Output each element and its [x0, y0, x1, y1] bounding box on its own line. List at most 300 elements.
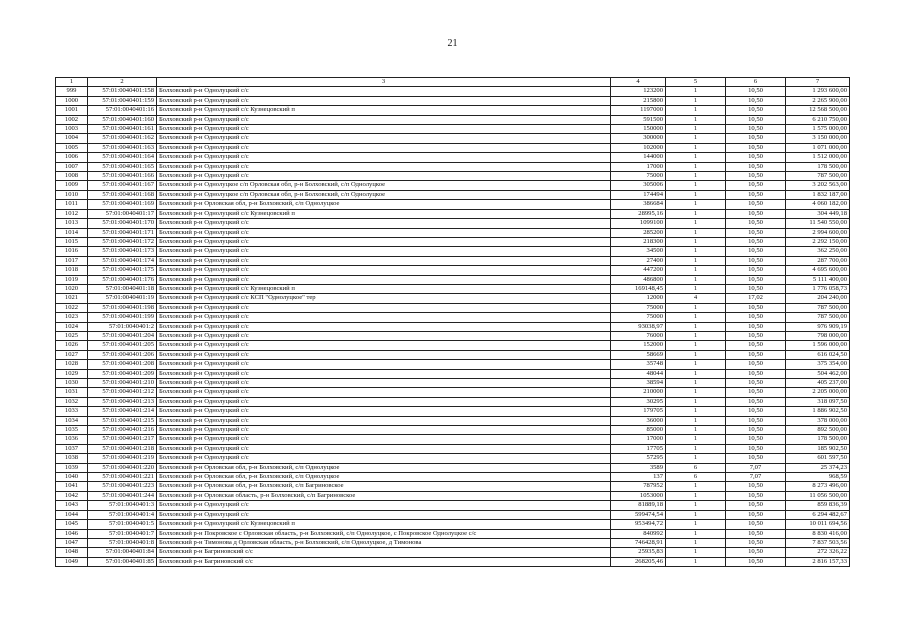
cell-rate: 10,50 — [726, 341, 786, 350]
cell-value: 185 902,50 — [786, 444, 850, 453]
cell-rate: 10,50 — [726, 379, 786, 388]
cell-number: 1027 — [56, 350, 88, 359]
cell-area: 36000 — [611, 416, 666, 425]
cell-area: 17000 — [611, 435, 666, 444]
cell-area: 1099100 — [611, 219, 666, 228]
cell-value: 1 776 058,73 — [786, 284, 850, 293]
cell-address: Болховский р-н Орловская обл, р-н Болховский, с/п Багриновское — [157, 482, 611, 491]
cell-rate: 7,07 — [726, 473, 786, 482]
cell-value: 2 265 900,00 — [786, 96, 850, 105]
cell-number: 1016 — [56, 247, 88, 256]
cell-address: Болховский р-н Однолуцкий с/с — [157, 313, 611, 322]
cell-value: 3 150 000,00 — [786, 134, 850, 143]
cell-number: 1023 — [56, 313, 88, 322]
cell-address: Болховский р-н Однолуцкий с/с — [157, 237, 611, 246]
cell-rate: 10,50 — [726, 266, 786, 275]
cell-rate: 10,50 — [726, 256, 786, 265]
cell-rate: 10,50 — [726, 209, 786, 218]
cell-number: 1032 — [56, 397, 88, 406]
cell-cadastral-number: 57:01:0040401:170 — [88, 219, 157, 228]
cell-address: Болховский р-н Однолуцкий с/с — [157, 96, 611, 105]
table-row — [56, 520, 850, 529]
cell-cadastral-number: 57:01:0040401:165 — [88, 162, 157, 171]
cell-number: 1004 — [56, 134, 88, 143]
cell-number: 1031 — [56, 388, 88, 397]
cell-category: 1 — [666, 275, 726, 284]
cell-cadastral-number: 57:01:0040401:171 — [88, 228, 157, 237]
cell-rate: 10,50 — [726, 435, 786, 444]
cell-number: 1049 — [56, 557, 88, 566]
table-row — [56, 473, 850, 482]
cell-address: Болховский р-н Однолуцкий с/с — [157, 454, 611, 463]
column-header-number: 1 — [56, 78, 88, 87]
cell-area: 35748 — [611, 360, 666, 369]
table-row — [56, 106, 850, 115]
cell-category: 1 — [666, 162, 726, 171]
cell-category: 1 — [666, 125, 726, 134]
cell-area: 152000 — [611, 341, 666, 350]
cell-address: Болховский р-н Однолуцкий с/с — [157, 275, 611, 284]
cell-value: 4 695 600,00 — [786, 266, 850, 275]
cell-cadastral-number: 57:01:0040401:17 — [88, 209, 157, 218]
cell-number: 1043 — [56, 501, 88, 510]
cell-rate: 10,50 — [726, 237, 786, 246]
cell-address: Болховский р-н Однолуцкий с/с Кузнецовский п — [157, 520, 611, 529]
cell-area: 953494,72 — [611, 520, 666, 529]
table-row — [56, 247, 850, 256]
cell-area: 179705 — [611, 407, 666, 416]
table-row — [56, 463, 850, 472]
table-row — [56, 87, 850, 96]
cell-category: 1 — [666, 369, 726, 378]
cell-category: 1 — [666, 200, 726, 209]
cell-cadastral-number: 57:01:0040401:217 — [88, 435, 157, 444]
cell-number: 1048 — [56, 548, 88, 557]
cell-address: Болховский р-н Однолуцкий с/с — [157, 303, 611, 312]
cell-rate: 10,50 — [726, 360, 786, 369]
cell-number: 1022 — [56, 303, 88, 312]
column-header-area: 4 — [611, 78, 666, 87]
cell-category: 1 — [666, 106, 726, 115]
cell-cadastral-number: 57:01:0040401:172 — [88, 237, 157, 246]
cell-value: 859 836,39 — [786, 501, 850, 510]
cell-address: Болховский р-н Однолуцкий с/с — [157, 426, 611, 435]
cell-area: 93038,97 — [611, 322, 666, 331]
cell-number: 1042 — [56, 491, 88, 500]
cell-address: Болховский р-н Однолуцкий с/с — [157, 379, 611, 388]
table-row — [56, 284, 850, 293]
cell-address: Болховский р-н Однолуцкий с/с — [157, 115, 611, 124]
cell-value: 8 830 416,00 — [786, 529, 850, 538]
cell-area: 48044 — [611, 369, 666, 378]
cell-rate: 10,50 — [726, 247, 786, 256]
cell-category: 1 — [666, 529, 726, 538]
table-row — [56, 322, 850, 331]
cell-address: Болховский р-н Орловская обл, р-н Болховский, с/п Однолуцкое — [157, 200, 611, 209]
cell-number: 1035 — [56, 426, 88, 435]
cell-address: Болховский р-н Однолуцкий с/с — [157, 143, 611, 152]
table-row — [56, 190, 850, 199]
cell-rate: 10,50 — [726, 153, 786, 162]
column-header-address: 3 — [157, 78, 611, 87]
cell-number: 1010 — [56, 190, 88, 199]
column-header-value: 7 — [786, 78, 850, 87]
cell-number: 1030 — [56, 379, 88, 388]
table-row — [56, 529, 850, 538]
cell-value: 787 500,00 — [786, 303, 850, 312]
cell-category: 1 — [666, 538, 726, 547]
cell-rate: 10,50 — [726, 219, 786, 228]
cell-address: Болховский р-н Багриновский с/с — [157, 557, 611, 566]
cell-area: 218300 — [611, 237, 666, 246]
cell-number: 1025 — [56, 331, 88, 340]
cell-rate: 10,50 — [726, 557, 786, 566]
cell-cadastral-number: 57:01:0040401:173 — [88, 247, 157, 256]
cell-value: 11 540 550,00 — [786, 219, 850, 228]
cell-category: 1 — [666, 341, 726, 350]
cell-address: Болховский р-н Однолуцкий с/с — [157, 228, 611, 237]
cell-rate: 10,50 — [726, 491, 786, 500]
table-row — [56, 397, 850, 406]
cell-value: 601 597,50 — [786, 454, 850, 463]
cell-cadastral-number: 57:01:0040401:7 — [88, 529, 157, 538]
cell-address: Болховский р-н Однолуцкий с/с — [157, 435, 611, 444]
cell-area: 599474,54 — [611, 510, 666, 519]
cell-category: 1 — [666, 501, 726, 510]
cell-category: 1 — [666, 209, 726, 218]
cell-area: 17000 — [611, 162, 666, 171]
cell-category: 1 — [666, 444, 726, 453]
cell-cadastral-number: 57:01:0040401:8 — [88, 538, 157, 547]
table-row — [56, 538, 850, 547]
cell-cadastral-number: 57:01:0040401:174 — [88, 256, 157, 265]
cell-category: 1 — [666, 247, 726, 256]
cell-area: 3589 — [611, 463, 666, 472]
table-row — [56, 228, 850, 237]
cell-rate: 10,50 — [726, 284, 786, 293]
cell-value: 25 374,23 — [786, 463, 850, 472]
cell-area: 12000 — [611, 294, 666, 303]
cell-address: Болховский р-н Однолуцкий с/с — [157, 219, 611, 228]
cell-number: 1046 — [56, 529, 88, 538]
cell-category: 1 — [666, 87, 726, 96]
cell-number: 1036 — [56, 435, 88, 444]
cell-address: Болховский р-н Однолуцкий с/с — [157, 87, 611, 96]
cell-rate: 10,50 — [726, 96, 786, 105]
cell-number: 1015 — [56, 237, 88, 246]
cell-area: 144000 — [611, 153, 666, 162]
cell-cadastral-number: 57:01:0040401:16 — [88, 106, 157, 115]
column-header-category: 5 — [666, 78, 726, 87]
cell-area: 486800 — [611, 275, 666, 284]
cell-category: 1 — [666, 416, 726, 425]
cell-number: 1011 — [56, 200, 88, 209]
cell-cadastral-number: 57:01:0040401:84 — [88, 548, 157, 557]
cell-value: 1 512 000,00 — [786, 153, 850, 162]
cell-category: 6 — [666, 463, 726, 472]
cell-rate: 10,50 — [726, 520, 786, 529]
cell-cadastral-number: 57:01:0040401:168 — [88, 190, 157, 199]
cell-address: Болховский р-н Однолуцкий с/с — [157, 416, 611, 425]
cell-rate: 10,50 — [726, 162, 786, 171]
table-row — [56, 360, 850, 369]
cell-number: 999 — [56, 87, 88, 96]
cell-cadastral-number: 57:01:0040401:199 — [88, 313, 157, 322]
cell-address: Болховский р-н Однолуцкий с/с — [157, 501, 611, 510]
cell-number: 1041 — [56, 482, 88, 491]
cell-number: 1019 — [56, 275, 88, 284]
cell-rate: 10,50 — [726, 407, 786, 416]
cell-value: 178 500,00 — [786, 162, 850, 171]
cell-cadastral-number: 57:01:0040401:176 — [88, 275, 157, 284]
cell-address: Болховский р-н Однолуцкий с/с — [157, 341, 611, 350]
cell-address: Болховский р-н Орловская обл, р-н Болховский, с/п Однолуцкое — [157, 473, 611, 482]
cell-category: 1 — [666, 482, 726, 491]
cell-area: 102000 — [611, 143, 666, 152]
land-plots-table — [55, 77, 850, 567]
cell-value: 3 202 563,00 — [786, 181, 850, 190]
cell-value: 378 000,00 — [786, 416, 850, 425]
cell-number: 1038 — [56, 454, 88, 463]
cell-cadastral-number: 57:01:0040401:159 — [88, 96, 157, 105]
cell-value: 405 237,00 — [786, 379, 850, 388]
table-row — [56, 501, 850, 510]
cell-address: Болховский р-н Орловская обл, р-н Болховский, с/п Однолуцкое — [157, 463, 611, 472]
cell-rate: 10,50 — [726, 322, 786, 331]
table-row — [56, 172, 850, 181]
cell-address: Болховский р-н Однолуцкий с/с — [157, 350, 611, 359]
cell-cadastral-number: 57:01:0040401:198 — [88, 303, 157, 312]
cell-value: 968,59 — [786, 473, 850, 482]
cell-area: 215800 — [611, 96, 666, 105]
cell-category: 1 — [666, 322, 726, 331]
table-row — [56, 256, 850, 265]
cell-number: 1012 — [56, 209, 88, 218]
cell-cadastral-number: 57:01:0040401:164 — [88, 153, 157, 162]
table-row — [56, 350, 850, 359]
cell-rate: 10,50 — [726, 106, 786, 115]
cell-category: 6 — [666, 473, 726, 482]
table-row — [56, 454, 850, 463]
cell-cadastral-number: 57:01:0040401:219 — [88, 454, 157, 463]
cell-number: 1028 — [56, 360, 88, 369]
cell-number: 1003 — [56, 125, 88, 134]
cell-area: 150000 — [611, 125, 666, 134]
cell-number: 1007 — [56, 162, 88, 171]
table-row — [56, 491, 850, 500]
cell-number: 1001 — [56, 106, 88, 115]
table-row — [56, 275, 850, 284]
cell-address: Болховский р-н Однолуцкий с/с — [157, 256, 611, 265]
cell-cadastral-number: 57:01:0040401:162 — [88, 134, 157, 143]
cell-rate: 10,50 — [726, 548, 786, 557]
table-row — [56, 125, 850, 134]
cell-category: 1 — [666, 350, 726, 359]
cell-category: 1 — [666, 181, 726, 190]
cell-category: 1 — [666, 96, 726, 105]
cell-value: 787 500,00 — [786, 313, 850, 322]
cell-cadastral-number: 57:01:0040401:161 — [88, 125, 157, 134]
cell-value: 1 596 000,00 — [786, 341, 850, 350]
cell-rate: 10,50 — [726, 529, 786, 538]
cell-rate: 17,02 — [726, 294, 786, 303]
cell-cadastral-number: 57:01:0040401:215 — [88, 416, 157, 425]
cell-area: 386684 — [611, 200, 666, 209]
cell-number: 1005 — [56, 143, 88, 152]
cell-value: 287 700,00 — [786, 256, 850, 265]
cell-rate: 10,50 — [726, 87, 786, 96]
cell-cadastral-number: 57:01:0040401:206 — [88, 350, 157, 359]
cell-rate: 10,50 — [726, 303, 786, 312]
cell-value: 2 816 157,33 — [786, 557, 850, 566]
cell-area: 85000 — [611, 426, 666, 435]
cell-address: Болховский р-н Однолуцкий с/с — [157, 153, 611, 162]
table-row — [56, 426, 850, 435]
cell-area: 75000 — [611, 172, 666, 181]
cell-category: 1 — [666, 237, 726, 246]
table-row — [56, 510, 850, 519]
cell-area: 25935,83 — [611, 548, 666, 557]
cell-rate: 10,50 — [726, 350, 786, 359]
cell-value: 1 293 600,00 — [786, 87, 850, 96]
cell-cadastral-number: 57:01:0040401:209 — [88, 369, 157, 378]
cell-value: 6 294 482,67 — [786, 510, 850, 519]
cell-category: 1 — [666, 557, 726, 566]
cell-area: 305006 — [611, 181, 666, 190]
cell-value: 304 449,18 — [786, 209, 850, 218]
cell-address: Болховский р-н Однолуцкий с/с Кузнецовский п — [157, 284, 611, 293]
cell-address: Болховский р-н Однолуцкое с/п Орловская обл, р-н Болховский, с/п Однолуцкое — [157, 190, 611, 199]
cell-rate: 10,50 — [726, 454, 786, 463]
cell-address: Болховский р-н Багриновский с/с — [157, 548, 611, 557]
cell-rate: 10,50 — [726, 228, 786, 237]
cell-area: 591500 — [611, 115, 666, 124]
cell-value: 787 500,00 — [786, 172, 850, 181]
cell-area: 447200 — [611, 266, 666, 275]
table-row — [56, 388, 850, 397]
cell-cadastral-number: 57:01:0040401:5 — [88, 520, 157, 529]
cell-value: 892 500,00 — [786, 426, 850, 435]
table-row — [56, 313, 850, 322]
cell-category: 1 — [666, 219, 726, 228]
table-row — [56, 557, 850, 566]
cell-category: 1 — [666, 520, 726, 529]
cell-cadastral-number: 57:01:0040401:85 — [88, 557, 157, 566]
cell-number: 1033 — [56, 407, 88, 416]
cell-value: 2 205 000,00 — [786, 388, 850, 397]
cell-cadastral-number: 57:01:0040401:163 — [88, 143, 157, 152]
table-row — [56, 444, 850, 453]
cell-address: Болховский р-н Покровское с Орловская область, р-н Болховский, с/п Однолуцкое, с Покровское Однолуцкое с/с — [157, 529, 611, 538]
table-row — [56, 219, 850, 228]
table-row — [56, 181, 850, 190]
cell-number: 1045 — [56, 520, 88, 529]
cell-value: 976 909,19 — [786, 322, 850, 331]
cell-category: 1 — [666, 426, 726, 435]
cell-area: 840992 — [611, 529, 666, 538]
cell-rate: 10,50 — [726, 143, 786, 152]
table-row — [56, 209, 850, 218]
cell-cadastral-number: 57:01:0040401:169 — [88, 200, 157, 209]
cell-area: 123200 — [611, 87, 666, 96]
cell-cadastral-number: 57:01:0040401:213 — [88, 397, 157, 406]
cell-rate: 10,50 — [726, 538, 786, 547]
cell-area: 174494 — [611, 190, 666, 199]
cell-number: 1014 — [56, 228, 88, 237]
cell-address: Болховский р-н Однолуцкий с/с Кузнецовский п — [157, 106, 611, 115]
cell-value: 1 832 187,00 — [786, 190, 850, 199]
cell-area: 81889,18 — [611, 501, 666, 510]
cell-value: 7 837 503,56 — [786, 538, 850, 547]
cell-number: 1024 — [56, 322, 88, 331]
cell-number: 1018 — [56, 266, 88, 275]
cell-address: Болховский р-н Орловская область, р-н Болховский, с/п Багриновское — [157, 491, 611, 500]
cell-address: Болховский р-н Однолуцкий с/с — [157, 125, 611, 134]
table-row — [56, 162, 850, 171]
table-row — [56, 153, 850, 162]
cell-category: 1 — [666, 397, 726, 406]
cell-area: 34500 — [611, 247, 666, 256]
cell-value: 318 097,50 — [786, 397, 850, 406]
cell-area: 1197000 — [611, 106, 666, 115]
cell-rate: 10,50 — [726, 416, 786, 425]
cell-rate: 10,50 — [726, 482, 786, 491]
cell-value: 375 354,00 — [786, 360, 850, 369]
cell-cadastral-number: 57:01:0040401:158 — [88, 87, 157, 96]
cell-number: 1029 — [56, 369, 88, 378]
cell-area: 169148,45 — [611, 284, 666, 293]
cell-area: 27400 — [611, 256, 666, 265]
cell-number: 1037 — [56, 444, 88, 453]
cell-number: 1000 — [56, 96, 88, 105]
cell-cadastral-number: 57:01:0040401:3 — [88, 501, 157, 510]
cell-rate: 10,50 — [726, 369, 786, 378]
cell-rate: 10,50 — [726, 426, 786, 435]
cell-address: Болховский р-н Однолуцкий с/с — [157, 407, 611, 416]
cell-rate: 10,50 — [726, 134, 786, 143]
cell-number: 1021 — [56, 294, 88, 303]
table-row — [56, 96, 850, 105]
table-row — [56, 237, 850, 246]
table-row — [56, 482, 850, 491]
table-row — [56, 134, 850, 143]
cell-address: Болховский р-н Однолуцкий с/с — [157, 266, 611, 275]
cell-category: 1 — [666, 407, 726, 416]
table-row — [56, 294, 850, 303]
cell-number: 1006 — [56, 153, 88, 162]
cell-area: 38594 — [611, 379, 666, 388]
cell-rate: 10,50 — [726, 181, 786, 190]
table-row — [56, 143, 850, 152]
cell-category: 1 — [666, 153, 726, 162]
cell-rate: 10,50 — [726, 444, 786, 453]
cell-number: 1020 — [56, 284, 88, 293]
cell-category: 1 — [666, 303, 726, 312]
cell-value: 798 000,00 — [786, 331, 850, 340]
cell-number: 1039 — [56, 463, 88, 472]
cell-rate: 10,50 — [726, 275, 786, 284]
cell-cadastral-number: 57:01:0040401:166 — [88, 172, 157, 181]
cell-number: 1008 — [56, 172, 88, 181]
cell-value: 2 292 150,00 — [786, 237, 850, 246]
cell-address: Болховский р-н Однолуцкий с/с — [157, 388, 611, 397]
cell-area: 75000 — [611, 303, 666, 312]
cell-area: 787952 — [611, 482, 666, 491]
cell-category: 1 — [666, 115, 726, 124]
table-row — [56, 379, 850, 388]
cell-area: 28995,16 — [611, 209, 666, 218]
cell-value: 10 011 694,56 — [786, 520, 850, 529]
